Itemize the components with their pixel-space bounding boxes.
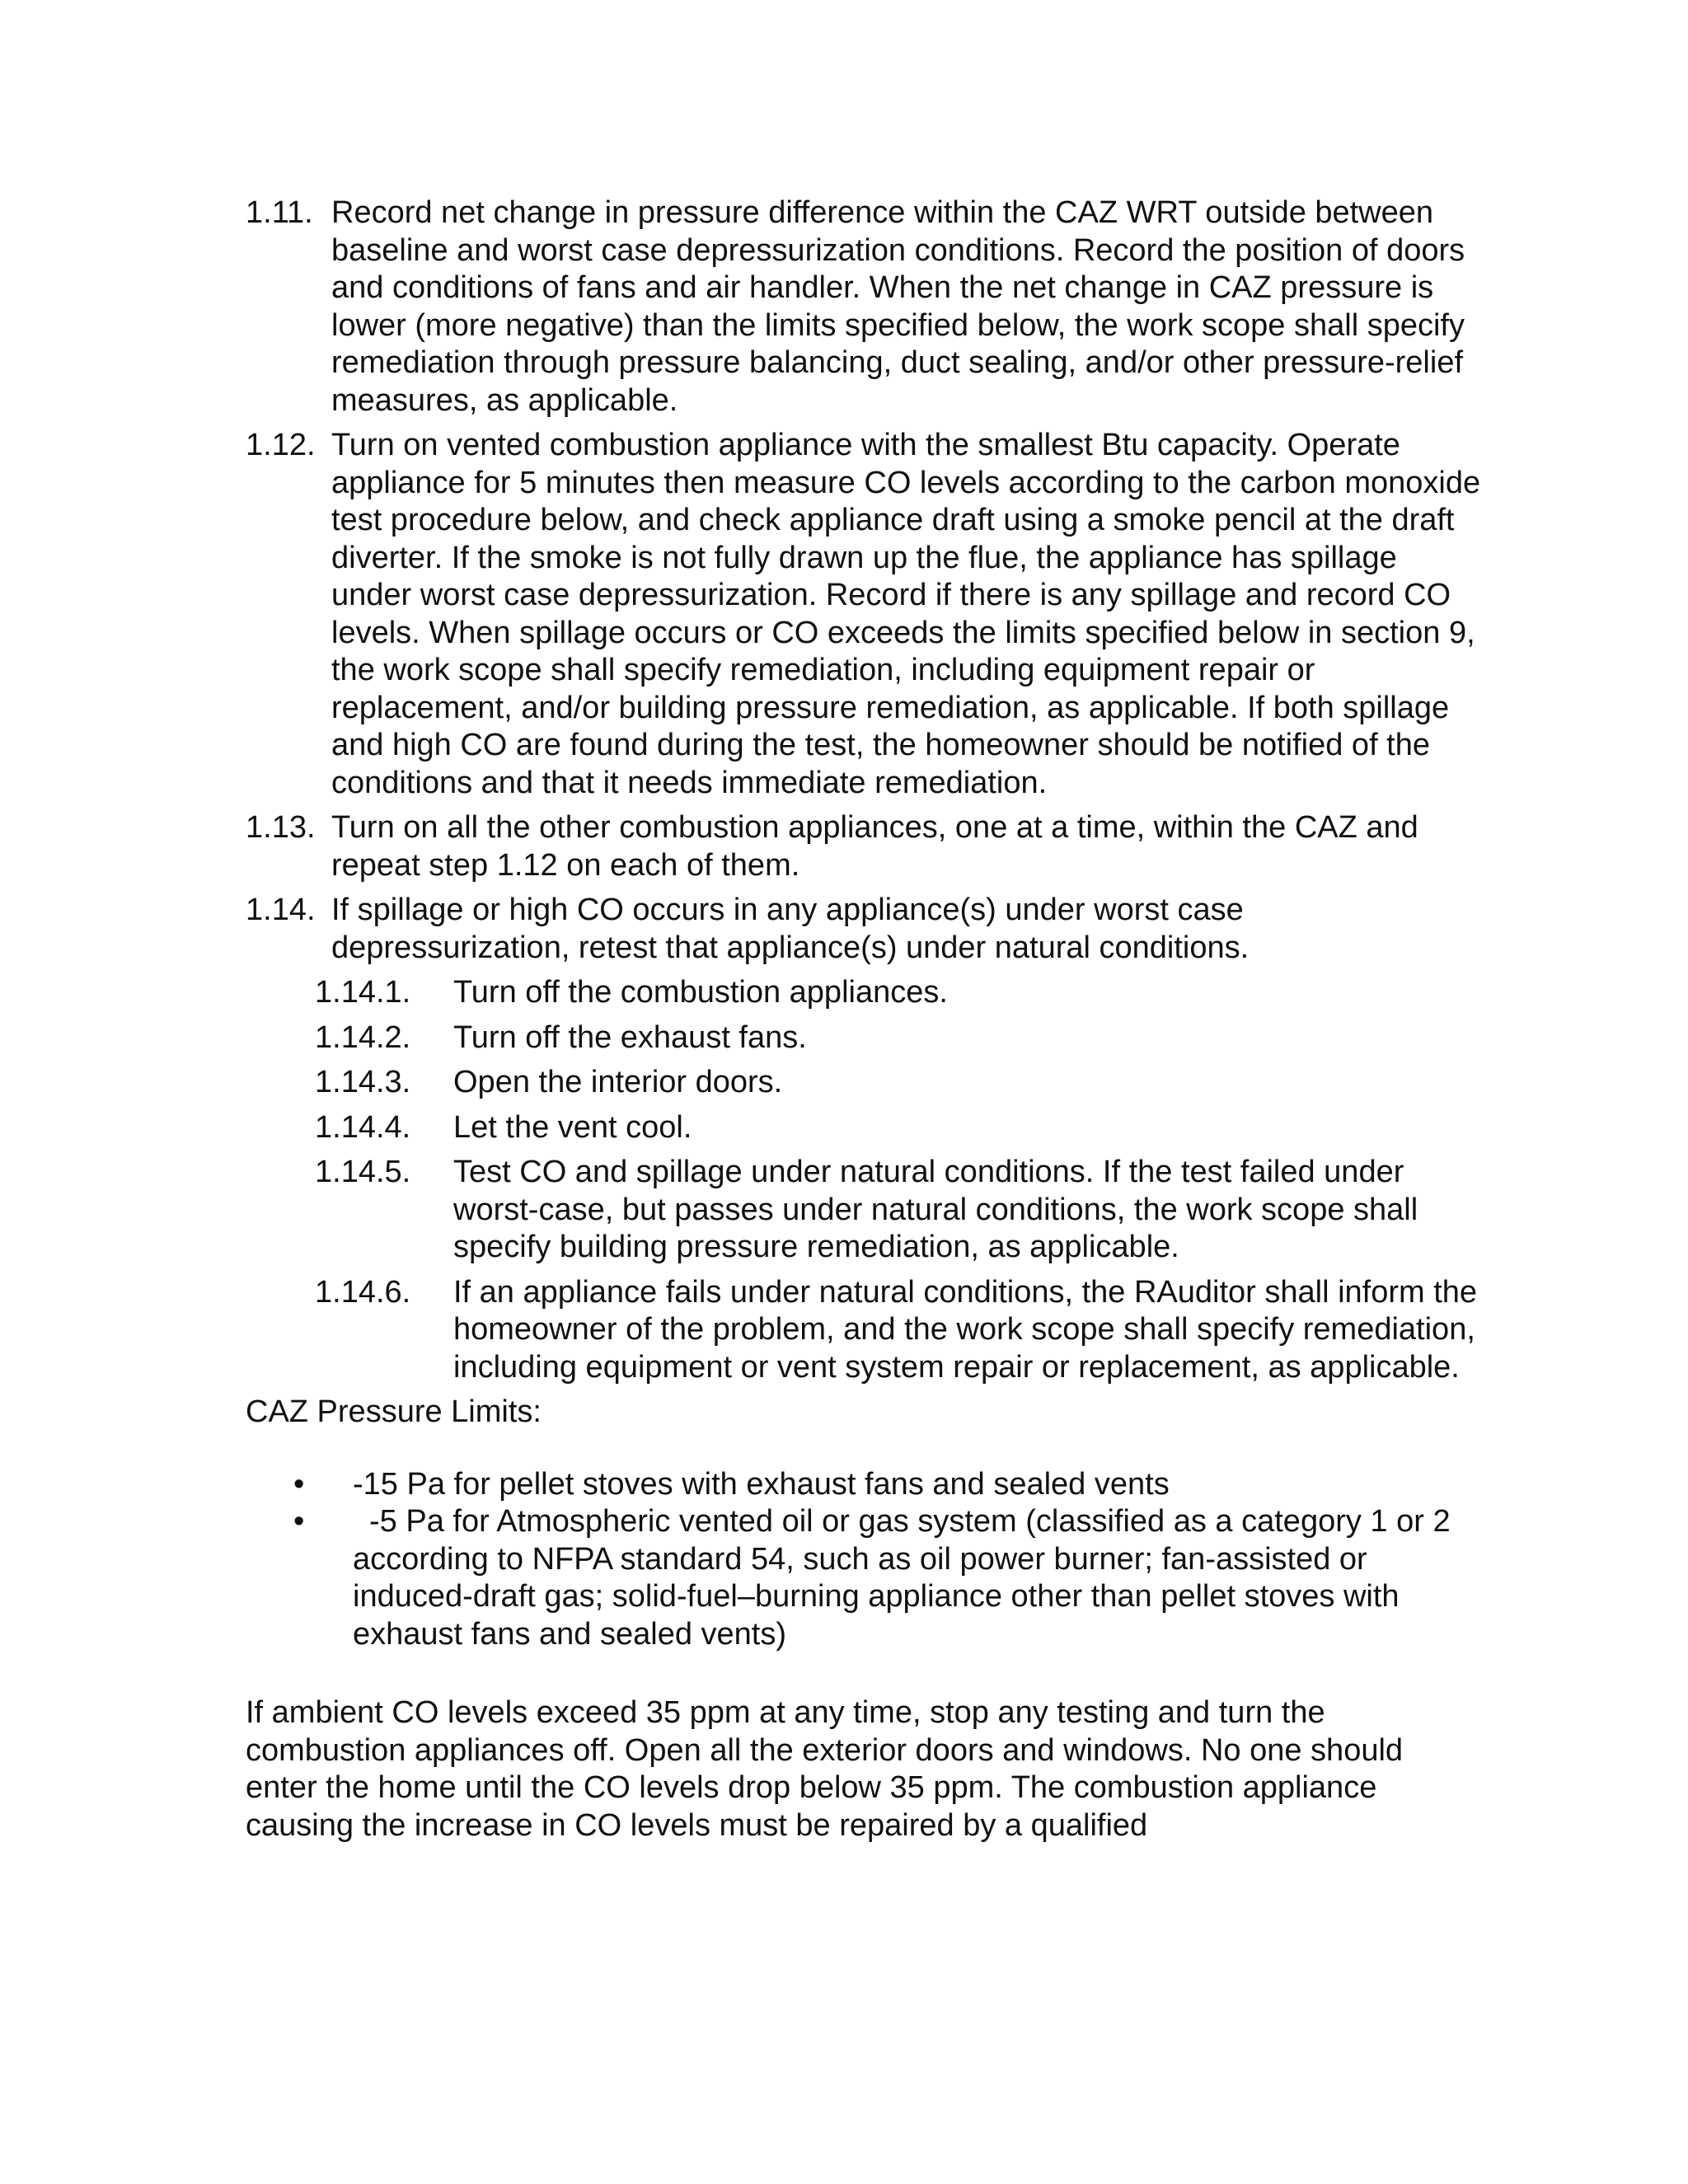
item-number: 1.12. bbox=[246, 428, 316, 462]
sublist-item-1-14-1 bbox=[246, 974, 1482, 1012]
subitem-text: Let the vent cool. bbox=[453, 1109, 692, 1145]
sublist-item-1-14-5 bbox=[246, 1154, 1482, 1267]
document-page bbox=[246, 194, 1482, 1844]
item-text: Turn on vented combustion appliance with the smallest Btu capacity. Operate appliance for 5 minutes then measure CO levels according to the carbon monoxide test procedure below, and check appliance draft using a smoke pencil at the draft diverter. If the smoke is not fully drawn up the flue, the appliance has spillage under worst case depressurization. Record if there is any spillage and record CO levels. When spillage occurs or CO exceeds the limits specified below in section 9, the work scope shall specify remediation, including equipment repair or replacement, and/or building pressure remediation, as applicable. If both spillage and high CO are found during the test, the homeowner should be notified of the conditions and that it needs immediate remediation. bbox=[331, 428, 1481, 800]
sublist-item-1-14-4 bbox=[246, 1109, 1482, 1147]
subitem-number: 1.14.2. bbox=[315, 1019, 411, 1055]
bullet-item bbox=[246, 1503, 1482, 1653]
subitem-number: 1.14.6. bbox=[315, 1274, 411, 1310]
subitem-text: Test CO and spillage under natural conditions. If the test failed under worst-case, but passes under natural conditions, the work scope shall specify building pressure remediation, as applicable. bbox=[453, 1155, 1418, 1264]
subitem-text: Open the interior doors. bbox=[453, 1065, 783, 1099]
bullet-icon: • bbox=[293, 1466, 305, 1502]
bullet-icon: • bbox=[293, 1504, 305, 1539]
list-item-1-11 bbox=[246, 194, 1482, 419]
subitem-number: 1.14.3. bbox=[315, 1065, 411, 1099]
subitem-number: 1.14.4. bbox=[315, 1109, 411, 1145]
sublist-item-1-14-3 bbox=[246, 1064, 1482, 1102]
list-item-1-13 bbox=[246, 809, 1482, 884]
item-text: If spillage or high CO occurs in any appliance(s) under worst case depressurization, retest that appliance(s) under natural conditions. bbox=[331, 893, 1250, 965]
item-number: 1.14. bbox=[246, 893, 316, 927]
list-item-1-12 bbox=[246, 427, 1482, 802]
sublist-item-1-14-2 bbox=[246, 1019, 1482, 1057]
subitem-number: 1.14.5. bbox=[315, 1155, 411, 1189]
sublist-item-1-14-6 bbox=[246, 1274, 1482, 1387]
subitem-text: Turn off the combustion appliances. bbox=[453, 975, 948, 1010]
pressure-limits-list bbox=[246, 1466, 1482, 1654]
bullet-text: -5 Pa for Atmospheric vented oil or gas system (classified as a category 1 or 2 according to NFPA standard 54, such as oil power burner; fan-assisted or induced-draft gas; solid-fuel–burning appliance other than pellet stoves with exhaust fans and sealed vents) bbox=[353, 1504, 1451, 1652]
bullet-item bbox=[246, 1466, 1482, 1504]
subitem-text: If an appliance fails under natural conditions, the RAuditor shall inform the homeowner of the problem, and the work scope shall specify remediation, including equipment or vent system repair or replacement, as applicable. bbox=[453, 1274, 1478, 1385]
item-text: Record net change in pressure difference within the CAZ WRT outside between baseline and worst case depressurization conditions. Record the position of doors and conditions of fans and air handler. When the net change in CAZ pressure is lower (more negative) than the limits specified below, the work scope shall specify remediation through pressure balancing, duct sealing, and/or other pressure-relief measures, as applicable. bbox=[331, 195, 1465, 418]
bullet-text: -15 Pa for pellet stoves with exhaust fans and sealed vents bbox=[353, 1466, 1170, 1502]
item-number: 1.13. bbox=[246, 810, 316, 845]
item-number: 1.11. bbox=[246, 195, 313, 230]
pressure-limits-heading: CAZ Pressure Limits: bbox=[246, 1394, 542, 1429]
ambient-co-paragraph: If ambient CO levels exceed 35 ppm at any time, stop any testing and turn the combustion appliances off. Open all the exterior doors and windows. No one should enter the home until the CO levels drop below 35 ppm. The combustion appliance causing the increase in CO levels must be repaired by a qualified bbox=[246, 1695, 1404, 1843]
subitem-text: Turn off the exhaust fans. bbox=[453, 1019, 807, 1055]
item-text: Turn on all the other combustion appliances, one at a time, within the CAZ and repeat step 1.12 on each of them. bbox=[331, 810, 1418, 883]
list-item-1-14 bbox=[246, 892, 1482, 967]
subitem-number: 1.14.1. bbox=[315, 975, 411, 1010]
